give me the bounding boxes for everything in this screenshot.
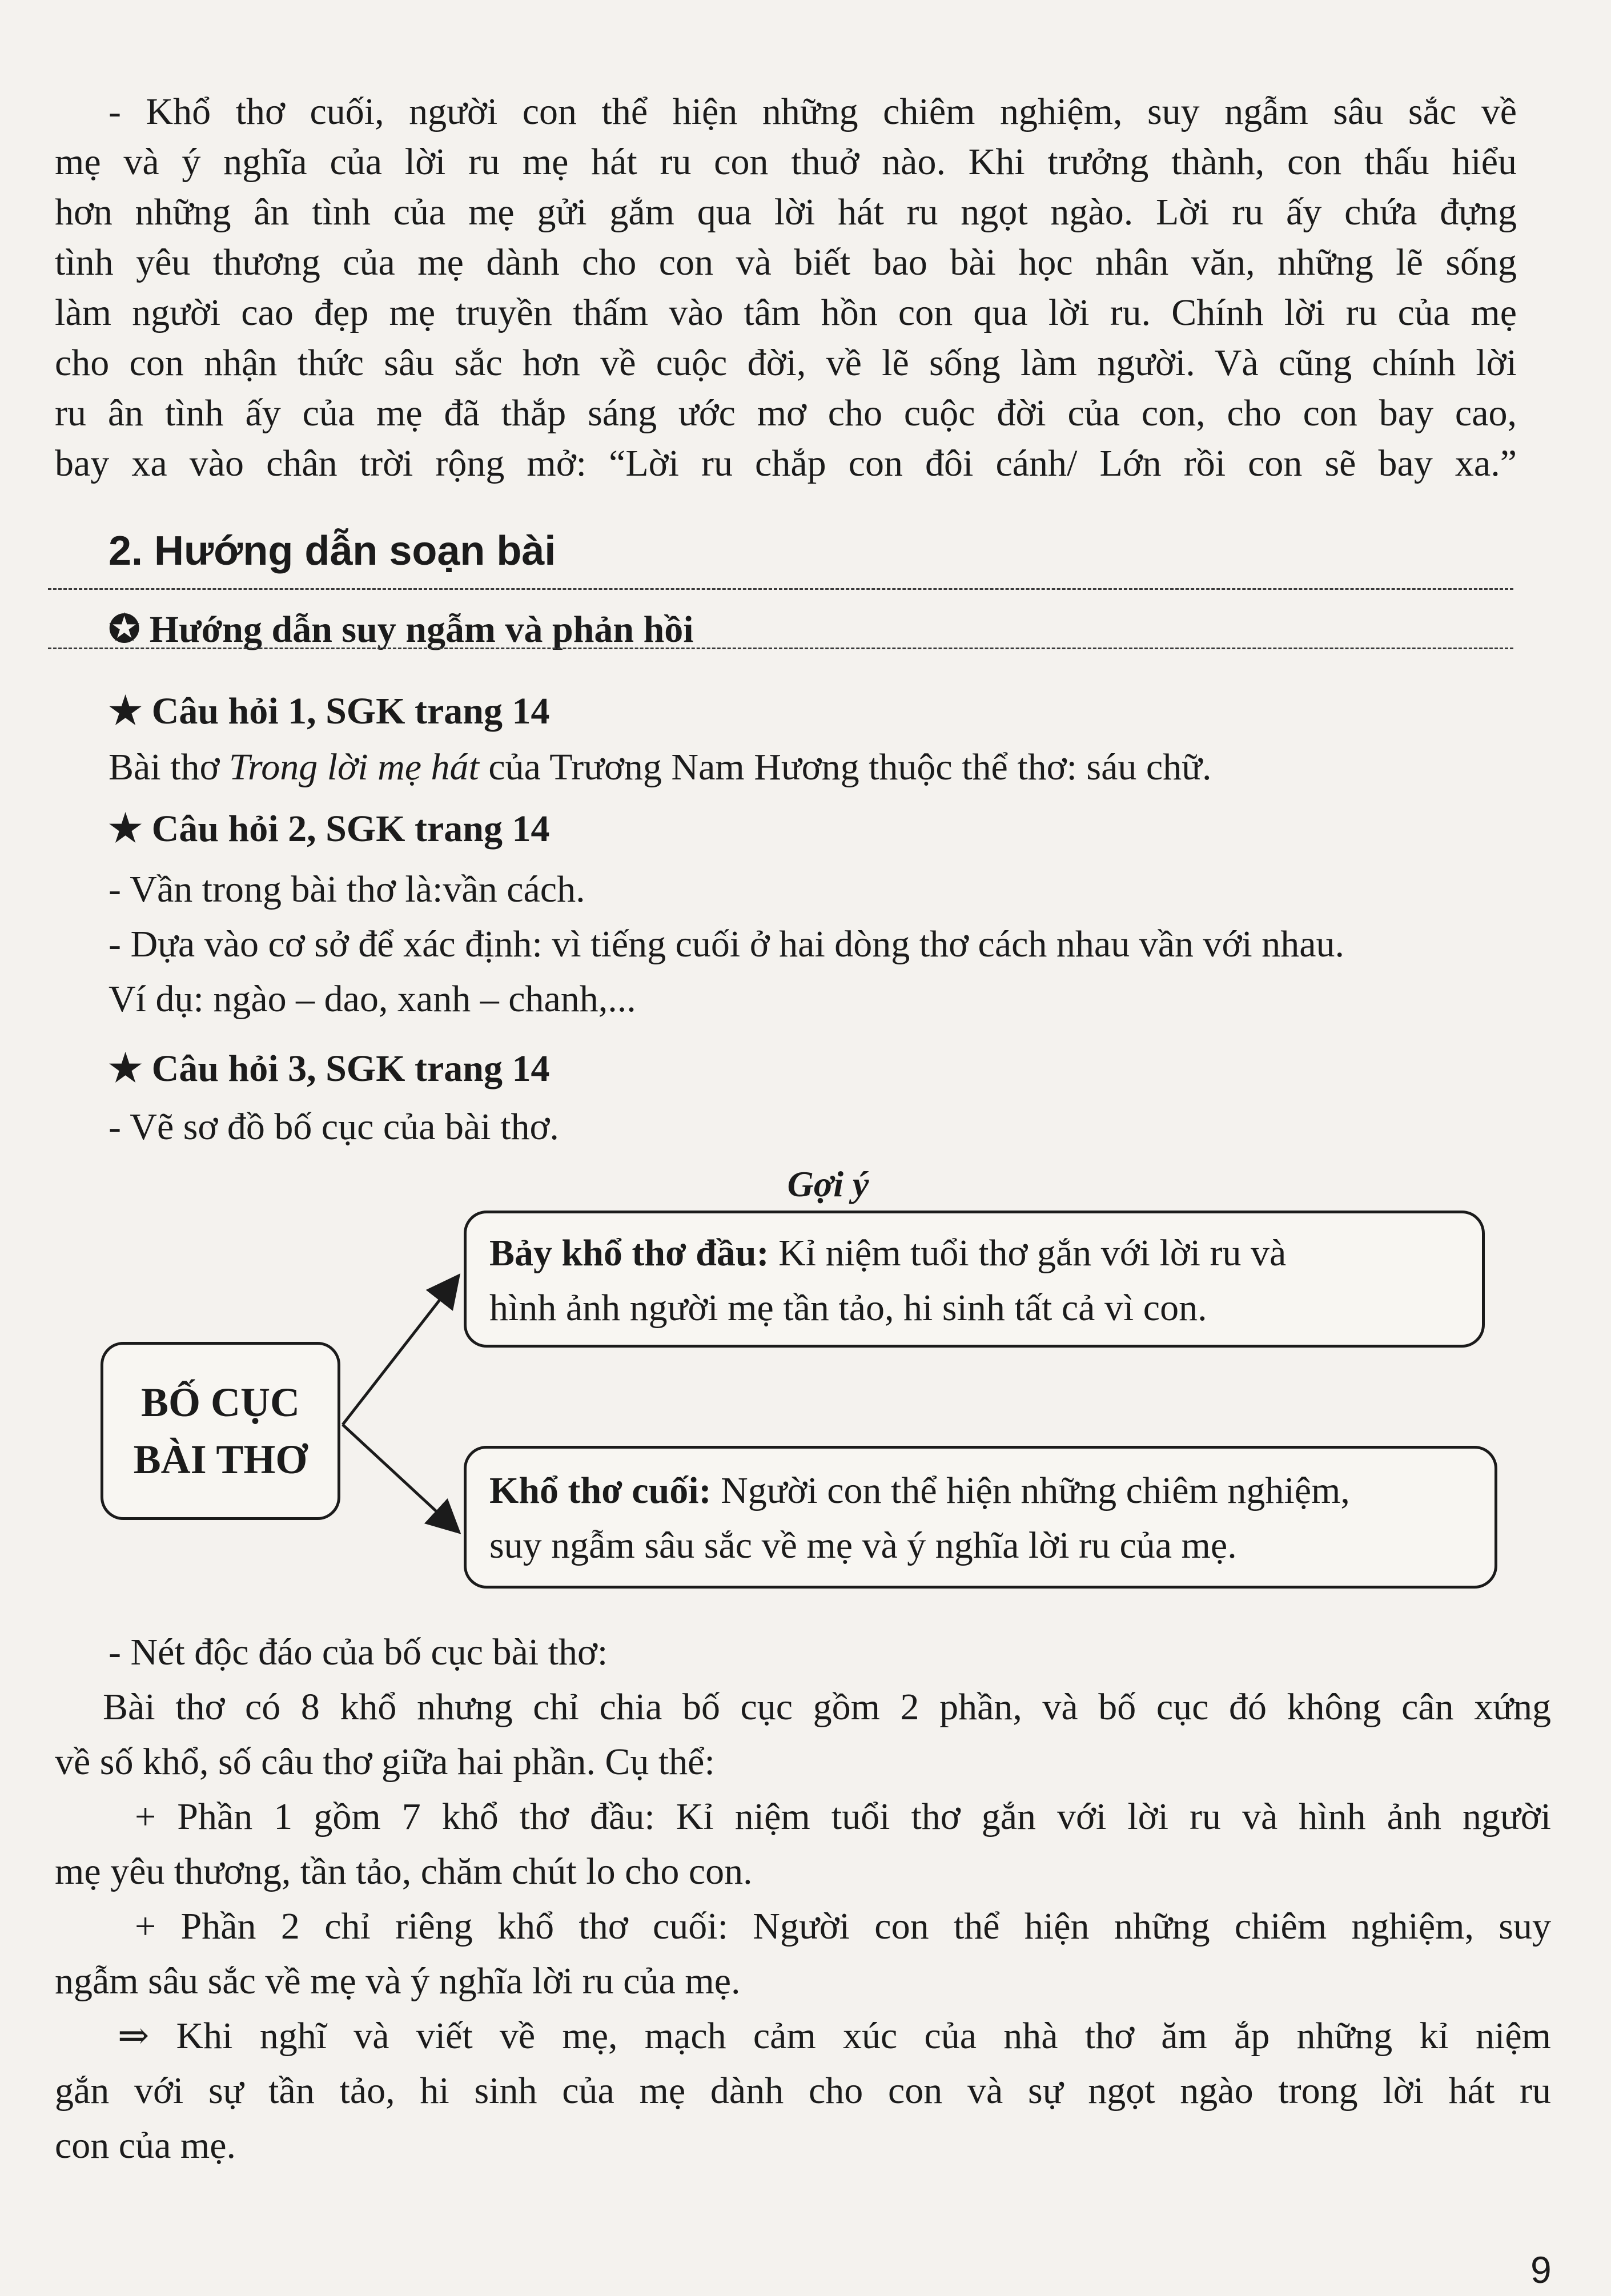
- analysis-line: - Nét độc đáo của bố cục bài thơ:: [109, 1631, 608, 1673]
- page-number: 9: [1530, 2249, 1552, 2291]
- analysis-paragraph: [55, 1625, 1551, 2173]
- divider: [48, 648, 1513, 649]
- arrow-to-bottom: [343, 1425, 457, 1530]
- analysis-line: ⇒ Khi nghĩ và viết về mẹ, mạch cảm xúc của nhà thơ ăm ắp những kỉ niệm: [118, 2015, 1551, 2057]
- question-3-title: ★ Câu hỏi 3, SGK trang 14: [109, 1048, 550, 1089]
- subsection-title: ✪ Hướng dẫn suy ngẫm và phản hồi: [109, 609, 694, 650]
- poem-title: Trong lời mẹ hát: [228, 746, 479, 788]
- question-1-title: ★ Câu hỏi 1, SGK trang 14: [109, 690, 550, 732]
- diagram-center-box: [101, 1342, 340, 1520]
- arrow-to-top: [343, 1278, 457, 1425]
- analysis-line: về số khổ, số câu thơ giữa hai phần. Cụ thể:: [55, 1741, 715, 1783]
- answer-text: Bài thơ: [109, 746, 229, 788]
- intro-line: làm người cao đẹp mẹ truyền thấm vào tâm hồn con qua lời ru. Chính lời ru của mẹ: [55, 292, 1517, 333]
- answer-line: - Vần trong bài thơ là:vần cách.: [109, 868, 585, 910]
- intro-line: mẹ và ý nghĩa của lời ru mẹ hát ru con thuở nào. Khi trưởng thành, con thấu hiểu: [55, 141, 1517, 183]
- analysis-line: + Phần 2 chỉ riêng khổ thơ cuối: Người con thể hiện những chiêm nghiệm, suy: [135, 1905, 1551, 1947]
- analysis-line: gắn với sự tần tảo, hi sinh của mẹ dành cho con và sự ngọt ngào trong lời hát ru: [55, 2070, 1551, 2112]
- question-1-answer: [109, 742, 1513, 793]
- answer-line: - Dựa vào cơ sở để xác định: vì tiếng cuối ở hai dòng thơ cách nhau vần với nhau.: [109, 923, 1345, 965]
- diagram-top-box: [464, 1211, 1485, 1348]
- intro-line: hơn những ân tình của mẹ gửi gắm qua lời hát ru ngọt ngào. Lời ru ấy chứa đựng: [55, 191, 1517, 233]
- section-title: 2. Hướng dẫn soạn bài: [109, 528, 556, 574]
- intro-line: - Khổ thơ cuối, người con thể hiện những chiêm nghiệm, suy ngẫm sâu sắc về: [109, 91, 1517, 132]
- diagram-bottom-text: suy ngẫm sâu sắc về mẹ và ý nghĩa lời ru của mẹ.: [489, 1525, 1237, 1566]
- intro-line: tình yêu thương của mẹ dành cho con và biết bao bài học nhân văn, những lẽ sống: [55, 242, 1517, 283]
- answer-text: của Trương Nam Hương thuộc thể thơ: sáu chữ.: [479, 746, 1212, 788]
- diagram-top-label: Bảy khổ thơ đầu:: [489, 1232, 769, 1274]
- hint-label: Gợi ý: [787, 1164, 869, 1204]
- analysis-line: Bài thơ có 8 khổ nhưng chỉ chia bố cục gồm 2 phần, và bố cục đó không cân xứng: [103, 1686, 1551, 1728]
- intro-line: cho con nhận thức sâu sắc hơn về cuộc đời, về lẽ sống làm người. Và cũng chính lời: [55, 342, 1517, 384]
- question-2-title: ★ Câu hỏi 2, SGK trang 14: [109, 808, 550, 850]
- divider: [48, 588, 1513, 590]
- intro-line: ru ân tình ấy của mẹ đã thắp sáng ước mơ cho cuộc đời của con, cho con bay cao,: [55, 392, 1517, 434]
- diagram-bottom-text: Người con thể hiện những chiêm nghiệm,: [711, 1470, 1350, 1511]
- question-2-answer: [109, 862, 1513, 1027]
- question-3-answer: - Vẽ sơ đồ bố cục của bài thơ.: [109, 1106, 559, 1148]
- diagram-center-line: BÀI THƠ: [133, 1437, 308, 1482]
- diagram-top-text: hình ảnh người mẹ tần tảo, hi sinh tất cả vì con.: [489, 1287, 1207, 1329]
- diagram-bottom-box: [464, 1446, 1497, 1589]
- analysis-line: con của mẹ.: [55, 2125, 236, 2166]
- diagram-center-line: BỐ CỤC: [140, 1380, 300, 1425]
- analysis-line: mẹ yêu thương, tần tảo, chăm chút lo cho con.: [55, 1851, 753, 1892]
- diagram-top-text: Kỉ niệm tuổi thơ gắn với lời ru và: [769, 1232, 1287, 1274]
- diagram-bottom-label: Khổ thơ cuối:: [489, 1470, 712, 1511]
- intro-paragraph: [55, 87, 1517, 489]
- analysis-line: ngẫm sâu sắc về mẹ và ý nghĩa lời ru của mẹ.: [55, 1960, 741, 2002]
- intro-line: bay xa vào chân trời rộng mở: “Lời ru chắp con đôi cánh/ Lớn rồi con sẽ bay xa.”: [55, 443, 1517, 484]
- answer-line: Ví dụ: ngào – dao, xanh – chanh,...: [109, 978, 636, 1020]
- analysis-line: + Phần 1 gồm 7 khổ thơ đầu: Kỉ niệm tuổi thơ gắn với lời ru và hình ảnh người: [135, 1796, 1551, 1837]
